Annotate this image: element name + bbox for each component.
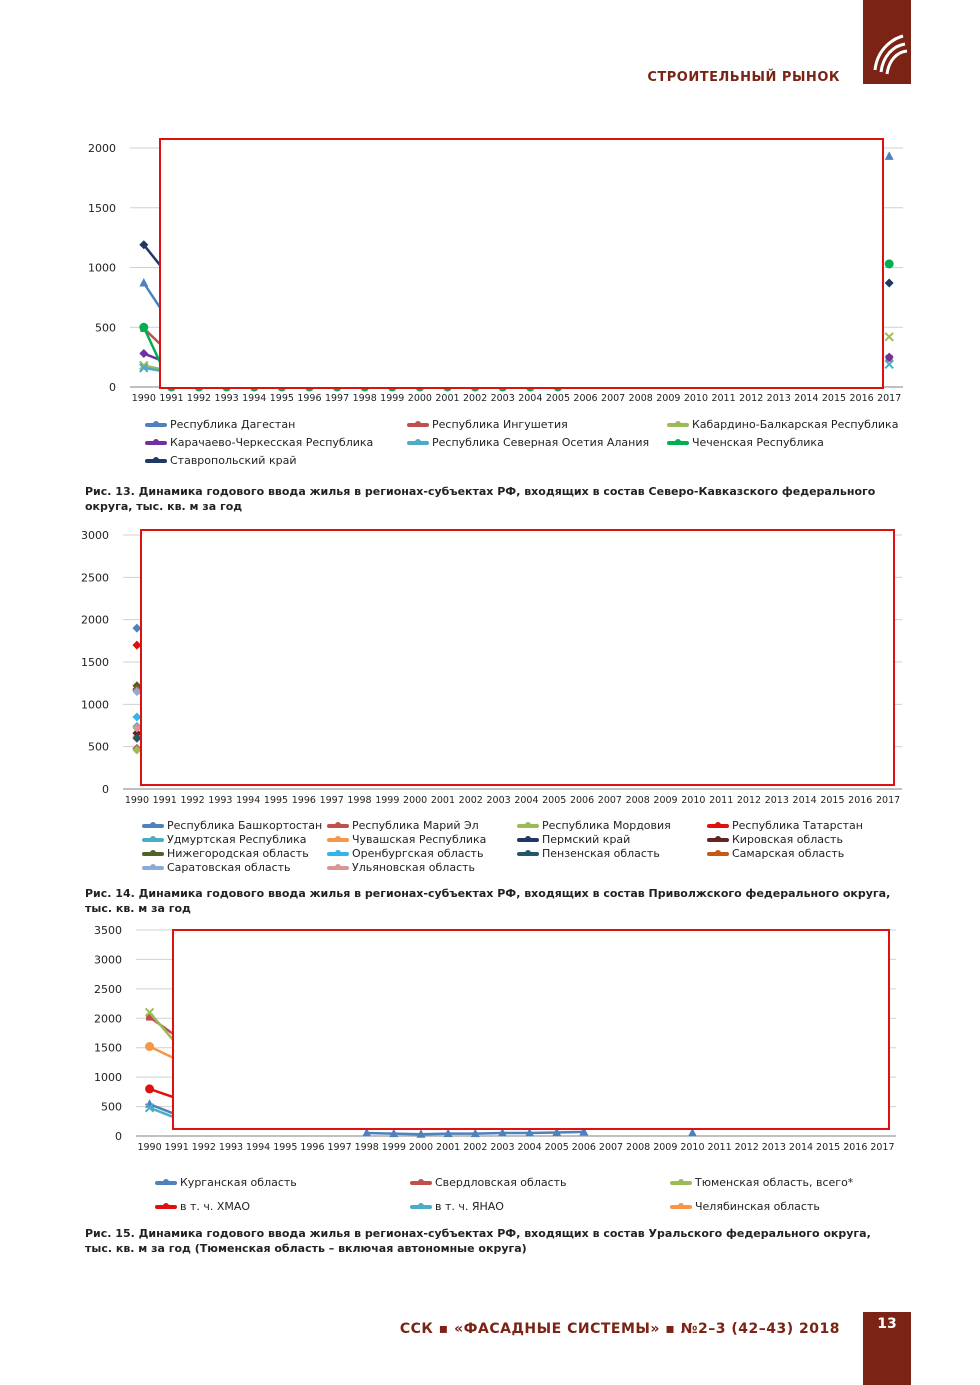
x-tick-label: 2005 <box>542 795 567 806</box>
legend-label: Республика Ингушетия <box>432 418 568 431</box>
caption-fig13: Рис. 13. Динамика годового ввода жилья в регионах-субъектах РФ, входящих в состав Северо-Кавказского федерального округа, тыс. кв. м за год <box>85 485 876 513</box>
x-tick-label: 1995 <box>273 1142 298 1153</box>
x-tick-label: 2010 <box>680 1142 705 1153</box>
x-tick-label: 1997 <box>319 795 344 806</box>
legend-label: Пермский край <box>542 833 631 846</box>
legend-item <box>670 1176 853 1189</box>
x-tick-label: 2015 <box>820 795 845 806</box>
legend-label: Кировская область <box>732 833 843 846</box>
x-tick-label: 2001 <box>435 393 460 404</box>
x-tick-label: 1998 <box>347 795 372 806</box>
y-tick-label: 1000 <box>81 698 109 712</box>
y-tick-label: 1000 <box>88 261 116 275</box>
legend-item <box>670 1200 820 1213</box>
legend-item <box>142 847 309 860</box>
legend-swatch <box>410 1181 432 1185</box>
x-tick-label: 2011 <box>707 1142 732 1153</box>
legend-label: Пензенская область <box>542 847 660 860</box>
y-tick-label: 3500 <box>94 924 122 937</box>
page-number: 13 <box>863 1312 911 1385</box>
x-tick-label: 2014 <box>792 795 817 806</box>
legend-label: Республика Башкортостан <box>167 819 323 832</box>
x-tick-label: 2012 <box>734 1142 759 1153</box>
x-tick-label: 1994 <box>246 1142 271 1153</box>
legend-label: Ульяновская область <box>352 861 476 874</box>
legend-swatch <box>142 824 164 828</box>
y-tick-label: 0 <box>102 783 109 796</box>
legend-item <box>327 833 486 846</box>
legend-swatch <box>670 1181 692 1185</box>
legend-item <box>407 418 568 431</box>
y-tick-label: 2500 <box>81 571 109 585</box>
y-tick-label: 500 <box>101 1100 122 1114</box>
legend-item <box>155 1200 250 1213</box>
legend-swatch <box>155 1205 177 1209</box>
x-tick-label: 1990 <box>137 1142 162 1153</box>
x-tick-label: 1995 <box>269 393 294 404</box>
y-tick-label: 2500 <box>94 982 122 996</box>
x-tick-label: 2005 <box>545 393 571 404</box>
legend-swatch <box>407 423 429 427</box>
legend-swatch <box>142 852 164 856</box>
legend-item <box>145 418 295 431</box>
x-tick-label: 1991 <box>164 1142 189 1153</box>
x-tick-label: 1993 <box>218 1142 244 1153</box>
y-tick-label: 3000 <box>94 953 122 967</box>
x-tick-label: 2014 <box>794 393 819 404</box>
y-tick-label: 1000 <box>94 1071 122 1085</box>
legend-swatch <box>707 852 729 856</box>
legend-swatch <box>707 824 729 828</box>
x-tick-label: 2006 <box>571 1142 596 1153</box>
y-tick-label: 1500 <box>88 201 116 215</box>
legend-item <box>667 418 898 431</box>
legend-swatch <box>517 852 539 856</box>
y-tick-label: 0 <box>115 1130 122 1143</box>
x-tick-label: 2017 <box>877 393 902 404</box>
x-tick-label: 2009 <box>653 1142 678 1153</box>
x-tick-label: 2013 <box>766 393 791 404</box>
y-tick-label: 500 <box>88 740 109 754</box>
x-tick-label: 2004 <box>518 393 543 404</box>
legend-label: Удмуртская Республика <box>167 833 307 846</box>
legend-swatch <box>410 1205 432 1209</box>
legend-label: Саратовская область <box>167 861 291 874</box>
legend-label: Республика Марий Эл <box>352 819 479 832</box>
legend-item <box>327 819 479 832</box>
x-tick-label: 1998 <box>354 1142 379 1153</box>
x-tick-label: 1996 <box>297 393 322 404</box>
x-tick-label: 1994 <box>236 795 261 806</box>
legend-fig14 <box>142 819 902 877</box>
x-tick-label: 1994 <box>242 393 267 404</box>
x-tick-label: 1997 <box>327 1142 352 1153</box>
x-tick-label: 2003 <box>486 795 511 806</box>
x-tick-label: 2010 <box>681 795 706 806</box>
legend-swatch <box>145 423 167 427</box>
x-tick-label: 2001 <box>436 1142 461 1153</box>
legend-label: Челябинская область <box>695 1200 820 1213</box>
x-tick-label: 2007 <box>597 795 622 806</box>
x-tick-label: 2017 <box>870 1142 895 1153</box>
x-tick-label: 2002 <box>458 795 483 806</box>
data-point <box>145 1042 154 1051</box>
chart-fig13 <box>70 138 910 413</box>
legend-fig13 <box>145 418 905 474</box>
legend-label: Карачаево-Черкесская Республика <box>170 436 374 449</box>
highlight-box <box>160 139 883 388</box>
data-point <box>885 259 894 268</box>
legend-item <box>142 819 322 832</box>
x-tick-label: 2003 <box>490 393 515 404</box>
x-tick-label: 2012 <box>739 393 764 404</box>
legend-label: Свердловская область <box>435 1176 567 1189</box>
highlight-box <box>173 930 889 1129</box>
legend-label: Курганская область <box>180 1176 297 1189</box>
x-tick-label: 2009 <box>656 393 681 404</box>
x-tick-label: 2015 <box>821 393 847 404</box>
legend-label: Тюменская область, всего* <box>695 1176 854 1189</box>
footer-journal: ССК ▪ «ФАСАДНЫЕ СИСТЕМЫ» ▪ №2–3 (42–43) 2018 <box>399 1321 840 1337</box>
legend-swatch <box>327 866 349 870</box>
x-tick-label: 2008 <box>625 795 650 806</box>
legend-label: Республика Северная Осетия Алания <box>432 436 650 449</box>
legend-swatch <box>707 838 729 842</box>
x-tick-label: 1996 <box>291 795 316 806</box>
chart-fig14 <box>70 526 910 811</box>
legend-label: в т. ч. ЯНАО <box>435 1200 504 1213</box>
legend-item <box>517 847 660 860</box>
x-tick-label: 2004 <box>517 1142 542 1153</box>
journal-logo-icon <box>863 0 911 84</box>
legend-item <box>327 861 475 874</box>
legend-label: Республика Татарстан <box>732 819 863 832</box>
legend-item <box>517 819 671 832</box>
legend-item <box>155 1176 297 1189</box>
x-tick-label: 1993 <box>214 393 239 404</box>
data-point <box>145 1084 154 1093</box>
x-tick-label: 2009 <box>653 795 678 806</box>
legend-swatch <box>142 838 164 842</box>
x-tick-label: 2010 <box>683 393 709 404</box>
data-point <box>885 151 894 160</box>
x-tick-label: 2005 <box>544 1142 569 1153</box>
legend-item <box>145 436 373 449</box>
highlight-box <box>141 530 894 785</box>
legend-swatch <box>327 852 349 856</box>
x-tick-label: 2015 <box>816 1142 841 1153</box>
data-point <box>139 349 148 358</box>
legend-swatch <box>670 1205 692 1209</box>
data-point <box>139 323 148 332</box>
y-tick-label: 0 <box>109 381 116 394</box>
legend-item <box>407 436 649 449</box>
x-tick-label: 1996 <box>300 1142 325 1153</box>
x-tick-label: 1992 <box>191 1142 216 1153</box>
legend-item <box>707 833 843 846</box>
y-tick-label: 1500 <box>94 1041 122 1055</box>
x-tick-label: 2002 <box>462 393 488 404</box>
caption-fig15: Рис. 15. Динамика годового ввода жилья в регионах-субъектах РФ, входящих в состав Уральского федерального округа, тыс. кв. м за год (Тюменская область – включая автономные округа) <box>85 1227 871 1255</box>
x-tick-label: 2011 <box>709 795 734 806</box>
legend-label: Республика Дагестан <box>170 418 296 431</box>
legend-swatch <box>327 838 349 842</box>
x-tick-label: 2013 <box>764 795 789 806</box>
legend-fig15 <box>155 1176 875 1216</box>
section-title: СТРОИТЕЛЬНЫЙ РЫНОК <box>647 70 840 85</box>
x-tick-label: 1991 <box>159 393 184 404</box>
x-tick-label: 1999 <box>381 1142 406 1153</box>
legend-label: Республика Мордовия <box>542 819 671 832</box>
x-tick-label: 2017 <box>875 795 901 806</box>
legend-label: Чеченская Республика <box>692 436 824 449</box>
x-tick-label: 2006 <box>573 393 598 404</box>
x-tick-label: 2006 <box>569 795 595 806</box>
data-point <box>139 278 148 287</box>
legend-swatch <box>327 824 349 828</box>
x-tick-label: 2000 <box>403 795 428 806</box>
y-tick-label: 1500 <box>81 656 109 669</box>
legend-swatch <box>517 838 539 842</box>
legend-label: Ставропольский край <box>170 454 297 467</box>
legend-swatch <box>145 441 167 445</box>
x-tick-label: 2004 <box>514 795 539 806</box>
y-tick-label: 2000 <box>81 613 109 627</box>
x-tick-label: 1997 <box>324 393 350 404</box>
x-tick-label: 2000 <box>407 393 432 404</box>
legend-item <box>145 454 296 467</box>
x-tick-label: 1991 <box>152 795 177 806</box>
data-point <box>885 333 893 341</box>
legend-label: Самарская область <box>732 847 845 860</box>
legend-swatch <box>667 441 689 445</box>
x-tick-label: 2007 <box>601 393 626 404</box>
legend-item <box>410 1200 504 1213</box>
x-tick-label: 2003 <box>490 1142 515 1153</box>
y-tick-label: 2000 <box>88 142 116 155</box>
corner-tab <box>863 0 911 84</box>
x-tick-label: 2001 <box>430 795 456 806</box>
x-tick-label: 1999 <box>380 393 405 404</box>
x-tick-label: 1993 <box>208 795 233 806</box>
legend-item <box>327 847 483 860</box>
caption-fig14: Рис. 14. Динамика годового ввода жилья в регионах-субъектах РФ, входящих в состав Приволжского федерального округа, тыс. кв. м за год <box>85 887 891 915</box>
legend-item <box>707 819 863 832</box>
x-tick-label: 2007 <box>598 1142 624 1153</box>
legend-swatch <box>667 423 689 427</box>
legend-label: в т. ч. ХМАО <box>180 1200 251 1213</box>
legend-item <box>707 847 844 860</box>
legend-swatch <box>407 441 429 445</box>
x-tick-label: 2014 <box>788 1142 814 1153</box>
legend-label: Оренбургская область <box>352 847 484 860</box>
x-tick-label: 2000 <box>408 1142 434 1153</box>
x-tick-label: 2002 <box>463 1142 488 1153</box>
chart-fig15 <box>70 922 910 1158</box>
legend-item <box>410 1176 567 1189</box>
x-tick-label: 1992 <box>186 393 212 404</box>
legend-item <box>142 833 307 846</box>
x-tick-label: 2008 <box>626 1142 651 1153</box>
x-tick-label: 1990 <box>131 393 156 404</box>
legend-label: Нижегородская область <box>167 847 309 860</box>
y-tick-label: 500 <box>95 321 116 335</box>
x-tick-label: 2008 <box>628 393 653 404</box>
x-tick-label: 2012 <box>736 795 762 806</box>
x-tick-label: 2016 <box>849 393 874 404</box>
x-tick-label: 2011 <box>711 393 736 404</box>
legend-swatch <box>145 459 167 463</box>
y-tick-label: 2000 <box>94 1012 122 1026</box>
data-point <box>885 279 894 288</box>
legend-swatch <box>155 1181 177 1185</box>
legend-label: Кабардино-Балкарская Республика <box>692 418 899 431</box>
y-tick-label: 3000 <box>81 529 109 542</box>
legend-item <box>667 436 824 449</box>
legend-label: Чувашская Республика <box>352 833 487 846</box>
legend-swatch <box>142 866 164 870</box>
x-tick-label: 1999 <box>375 795 400 806</box>
legend-item <box>517 833 630 846</box>
x-tick-label: 2016 <box>848 795 873 806</box>
x-tick-label: 1995 <box>263 795 289 806</box>
x-tick-label: 1992 <box>180 795 205 806</box>
x-tick-label: 2016 <box>843 1142 868 1153</box>
legend-swatch <box>517 824 539 828</box>
x-tick-label: 2013 <box>761 1142 786 1153</box>
x-tick-label: 1990 <box>124 795 150 806</box>
legend-item <box>142 861 291 874</box>
x-tick-label: 1998 <box>352 393 377 404</box>
